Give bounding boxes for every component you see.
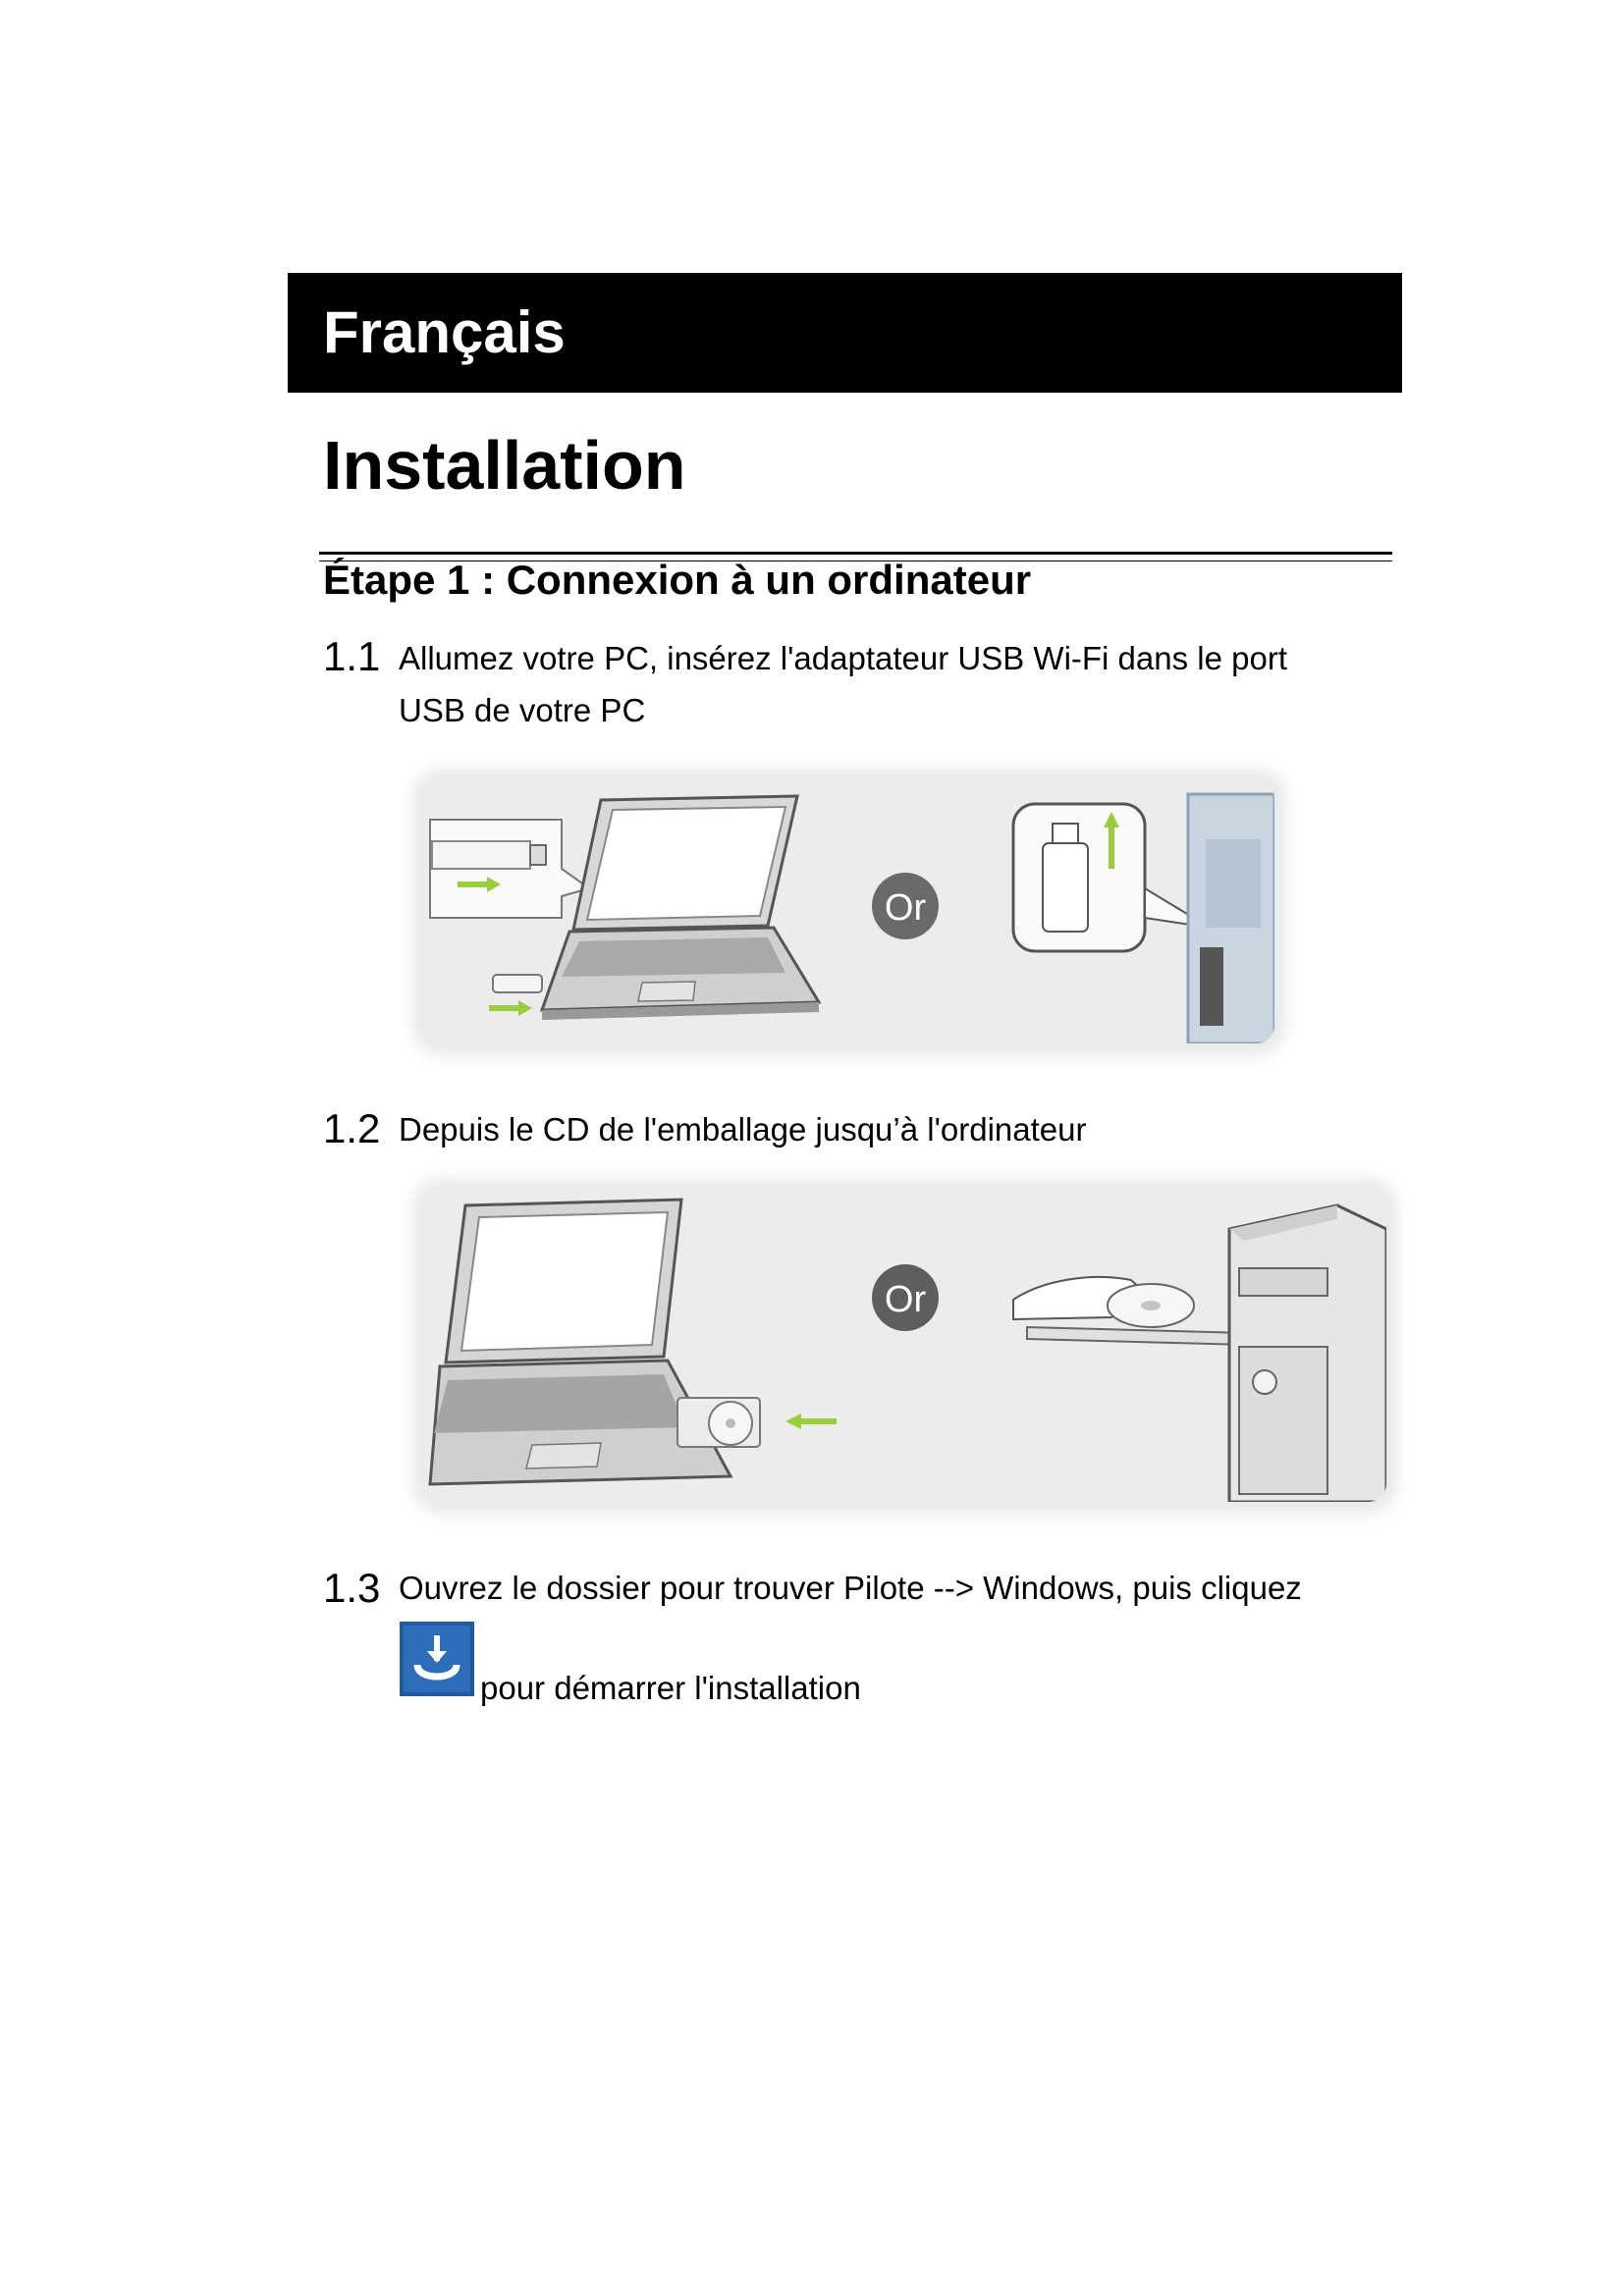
usb-dongle-icon — [1043, 843, 1088, 932]
language-title: Français — [323, 299, 566, 365]
or-label: Or — [884, 1279, 927, 1320]
laptop-icon — [542, 796, 819, 1020]
step-number-1-3: 1.3 — [323, 1565, 381, 1611]
step-text-1-1-line1: Allumez votre PC, insérez l'adaptateur USB Wi-Fi dans le port — [399, 640, 1287, 676]
usb-insertion-illustration — [424, 780, 1274, 1043]
step-text-1-3-line1: Ouvrez le dossier pour trouver Pilote --> Windows, puis cliquez — [399, 1570, 1302, 1606]
step-number-1-2: 1.2 — [323, 1105, 381, 1151]
step-heading: Étape 1 : Connexion à un ordinateur — [323, 557, 1032, 603]
step-text-1-1-line2: USB de votre PC — [399, 692, 646, 728]
desktop-tower-icon — [1229, 1205, 1386, 1502]
step-number-1-1: 1.1 — [323, 633, 381, 679]
setup-icon[interactable] — [400, 1622, 474, 1696]
green-arrow-icon — [785, 1414, 801, 1429]
step-text-1-2-line1: Depuis le CD de l'emballage jusqu’à l'ordinateur — [399, 1111, 1087, 1148]
language-banner — [288, 273, 1402, 393]
step-text-1-3-line2: pour démarrer l'installation — [480, 1670, 861, 1706]
cd-installation-illustration — [424, 1190, 1386, 1502]
usb-stick-icon — [432, 841, 530, 869]
page-title: Installation — [323, 427, 686, 504]
or-label: Or — [884, 887, 927, 929]
